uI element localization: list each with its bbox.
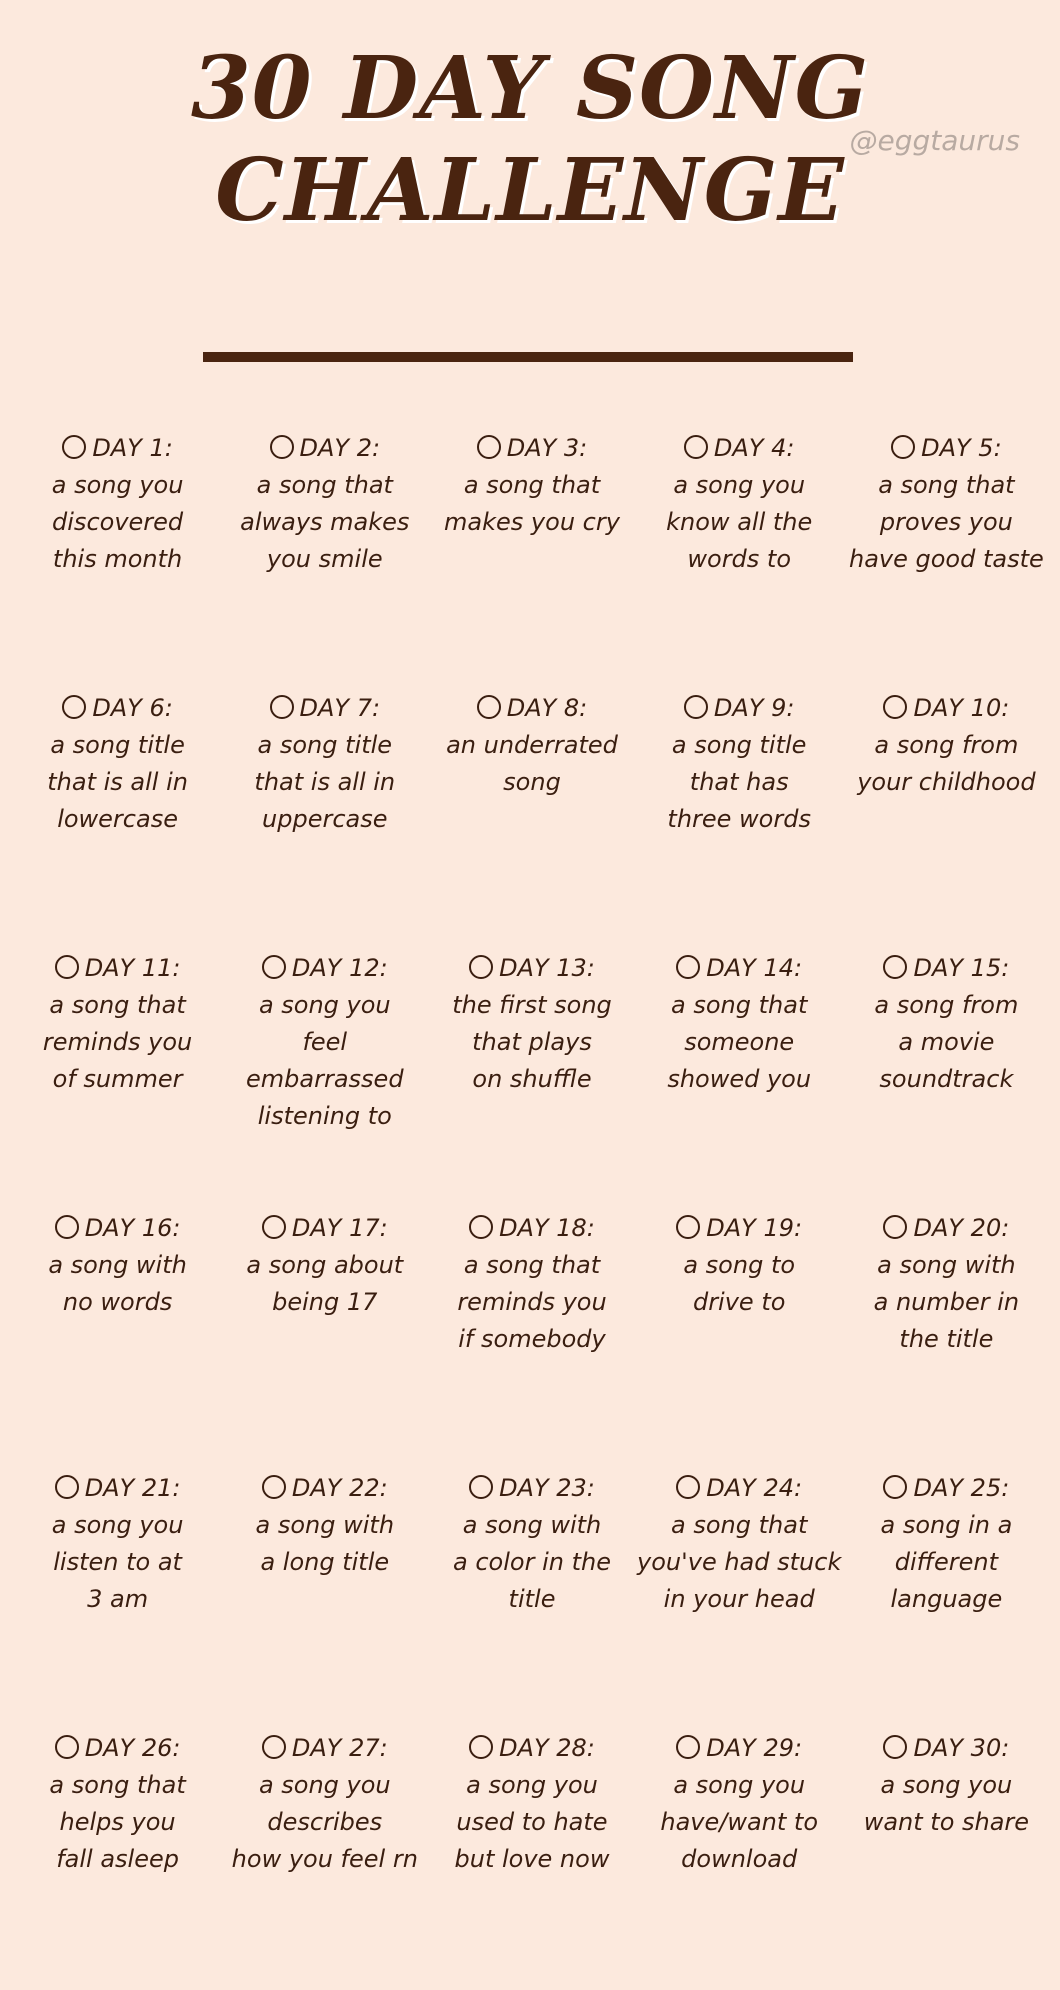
day-description: a song you listen to at 3 am (51, 1511, 184, 1613)
checkbox-circle-icon[interactable] (62, 695, 86, 719)
day-label: DAY 6: (92, 694, 173, 722)
day-header (636, 430, 843, 467)
day-header (428, 1470, 635, 1507)
checkbox-circle-icon[interactable] (262, 955, 286, 979)
checkbox-circle-icon[interactable] (684, 695, 708, 719)
day-label: DAY 28: (499, 1734, 595, 1762)
day-header (428, 950, 635, 987)
day-item[interactable] (221, 690, 428, 950)
day-header (14, 950, 221, 987)
day-label: DAY 14: (706, 954, 803, 982)
checkbox-circle-icon[interactable] (676, 1735, 700, 1759)
day-description: a song with a color in the title (453, 1511, 611, 1613)
checkbox-circle-icon[interactable] (55, 955, 79, 979)
checkbox-circle-icon[interactable] (676, 955, 700, 979)
author-handle: @eggtaurus (849, 124, 1020, 157)
day-item[interactable] (221, 1730, 428, 1990)
day-description: a song title that is all in lowercase (47, 731, 188, 833)
day-label: DAY 12: (291, 954, 388, 982)
day-header (14, 430, 221, 467)
checkbox-circle-icon[interactable] (270, 435, 294, 459)
day-description: a song that reminds you if somebody (457, 1251, 607, 1353)
day-label: DAY 11: (84, 954, 181, 982)
day-item[interactable] (428, 1470, 635, 1730)
day-header (14, 1730, 221, 1767)
day-description: a song that you've had stuck in your head (637, 1511, 842, 1613)
day-description: a song that reminds you of summer (42, 991, 193, 1093)
checkbox-circle-icon[interactable] (55, 1215, 79, 1239)
day-description: a song that proves you have good taste (849, 471, 1044, 573)
checkbox-circle-icon[interactable] (883, 695, 907, 719)
day-header (221, 690, 428, 727)
challenge-grid (14, 430, 1050, 1990)
day-description: a song with no words (48, 1251, 187, 1316)
day-description: a song you discovered this month (51, 471, 184, 573)
day-label: DAY 21: (84, 1474, 181, 1502)
day-label: DAY 18: (499, 1214, 595, 1242)
day-description: a song with a long title (255, 1511, 395, 1576)
day-description: a song you describes how you feel rn (231, 1771, 418, 1873)
day-label: DAY 30: (913, 1734, 1010, 1762)
day-label: DAY 1: (92, 434, 173, 462)
day-header (843, 690, 1050, 727)
day-description: a song you feel embarrassed listening to (246, 991, 404, 1130)
checkbox-circle-icon[interactable] (262, 1215, 286, 1239)
day-header (221, 1210, 428, 1247)
day-description: a song you used to hate but love now (454, 1771, 610, 1873)
day-item[interactable] (636, 1210, 843, 1470)
day-label: DAY 20: (913, 1214, 1010, 1242)
day-label: DAY 16: (84, 1214, 181, 1242)
day-header (636, 1470, 843, 1507)
day-label: DAY 10: (913, 694, 1010, 722)
day-item[interactable] (221, 1210, 428, 1470)
day-label: DAY 23: (499, 1474, 595, 1502)
day-item[interactable] (843, 690, 1050, 950)
day-label: DAY 26: (84, 1734, 181, 1762)
day-label: DAY 15: (913, 954, 1010, 982)
day-label: DAY 8: (506, 694, 588, 722)
day-header (14, 690, 221, 727)
day-description: a song that makes you cry (444, 471, 620, 536)
day-description: an underrated song (446, 731, 618, 796)
day-item[interactable] (428, 430, 635, 690)
day-item[interactable] (636, 690, 843, 950)
day-header (14, 1210, 221, 1247)
day-label: DAY 25: (913, 1474, 1010, 1502)
checkbox-circle-icon[interactable] (62, 435, 86, 459)
day-label: DAY 3: (506, 434, 588, 462)
day-description: a song you want to share (863, 1771, 1030, 1836)
checkbox-circle-icon[interactable] (469, 1735, 493, 1759)
day-item[interactable] (428, 950, 635, 1210)
day-item[interactable] (636, 430, 843, 690)
day-label: DAY 17: (291, 1214, 388, 1242)
day-description: a song title that has three words (667, 731, 811, 833)
checkbox-circle-icon[interactable] (883, 955, 907, 979)
day-description: a song from a movie soundtrack (874, 991, 1019, 1093)
day-header (14, 1470, 221, 1507)
checkbox-circle-icon[interactable] (883, 1735, 907, 1759)
day-header (636, 690, 843, 727)
day-label: DAY 22: (291, 1474, 388, 1502)
day-label: DAY 5: (921, 434, 1002, 462)
day-item[interactable] (843, 430, 1050, 690)
day-item[interactable] (14, 430, 221, 690)
day-description: a song in a different language (880, 1511, 1013, 1613)
day-item[interactable] (843, 1730, 1050, 1990)
checkbox-circle-icon[interactable] (262, 1735, 286, 1759)
checkbox-circle-icon[interactable] (469, 1215, 493, 1239)
checkbox-circle-icon[interactable] (883, 1215, 907, 1239)
day-header (843, 1470, 1050, 1507)
checkbox-circle-icon[interactable] (262, 1475, 286, 1499)
day-item[interactable] (221, 430, 428, 690)
checkbox-circle-icon[interactable] (684, 435, 708, 459)
divider (203, 352, 853, 362)
day-label: DAY 24: (706, 1474, 803, 1502)
day-description: a song from your childhood (857, 731, 1036, 796)
day-item[interactable] (14, 1210, 221, 1470)
day-header (636, 1730, 843, 1767)
day-header (221, 1470, 428, 1507)
day-label: DAY 19: (706, 1214, 803, 1242)
checkbox-circle-icon[interactable] (469, 1475, 493, 1499)
day-description: a song you have/want to download (660, 1771, 819, 1873)
day-item[interactable] (14, 1730, 221, 1990)
checkbox-circle-icon[interactable] (676, 1475, 700, 1499)
day-item[interactable] (14, 690, 221, 950)
day-header (636, 950, 843, 987)
day-label: DAY 13: (499, 954, 595, 982)
day-item[interactable] (843, 950, 1050, 1210)
day-item[interactable] (428, 690, 635, 950)
checkbox-circle-icon[interactable] (676, 1215, 700, 1239)
day-label: DAY 2: (299, 434, 381, 462)
day-item[interactable] (428, 1210, 635, 1470)
day-header (428, 1730, 635, 1767)
checkbox-circle-icon[interactable] (477, 435, 501, 459)
day-item[interactable] (636, 1470, 843, 1730)
day-description: a song title that is all in uppercase (254, 731, 396, 833)
day-item[interactable] (636, 1730, 843, 1990)
day-item[interactable] (14, 950, 221, 1210)
checkbox-circle-icon[interactable] (270, 695, 294, 719)
checkbox-circle-icon[interactable] (469, 955, 493, 979)
day-item[interactable] (843, 1470, 1050, 1730)
title-line-1: 30 DAY SONG (190, 38, 870, 139)
day-header (428, 690, 635, 727)
day-header (843, 1730, 1050, 1767)
day-header (636, 1210, 843, 1247)
day-description: the first song that plays on shuffle (452, 991, 612, 1093)
checkbox-circle-icon[interactable] (55, 1735, 79, 1759)
day-header (843, 950, 1050, 987)
day-label: DAY 27: (291, 1734, 388, 1762)
day-item[interactable] (636, 950, 843, 1210)
day-item[interactable] (221, 1470, 428, 1730)
day-description: a song you know all the words to (666, 471, 813, 573)
day-description: a song that always makes you smile (240, 471, 410, 573)
checkbox-circle-icon[interactable] (891, 435, 915, 459)
day-description: a song with a number in the title (873, 1251, 1020, 1353)
checkbox-circle-icon[interactable] (477, 695, 501, 719)
title-line-2: CHALLENGE (215, 140, 845, 241)
day-header (843, 1210, 1050, 1247)
day-item[interactable] (14, 1470, 221, 1730)
day-header (221, 430, 428, 467)
day-label: DAY 7: (299, 694, 381, 722)
day-header (843, 430, 1050, 467)
checkbox-circle-icon[interactable] (55, 1475, 79, 1499)
day-item[interactable] (428, 1730, 635, 1990)
checkbox-circle-icon[interactable] (883, 1475, 907, 1499)
day-label: DAY 9: (713, 694, 795, 722)
day-header (221, 1730, 428, 1767)
day-label: DAY 29: (706, 1734, 803, 1762)
day-description: a song that helps you fall asleep (49, 1771, 186, 1873)
day-item[interactable] (843, 1210, 1050, 1470)
day-header (428, 1210, 635, 1247)
day-header (428, 430, 635, 467)
day-label: DAY 4: (713, 434, 795, 462)
day-header (221, 950, 428, 987)
day-description: a song to drive to (683, 1251, 796, 1316)
day-description: a song about being 17 (246, 1251, 404, 1316)
day-item[interactable] (221, 950, 428, 1210)
day-description: a song that someone showed you (667, 991, 812, 1093)
